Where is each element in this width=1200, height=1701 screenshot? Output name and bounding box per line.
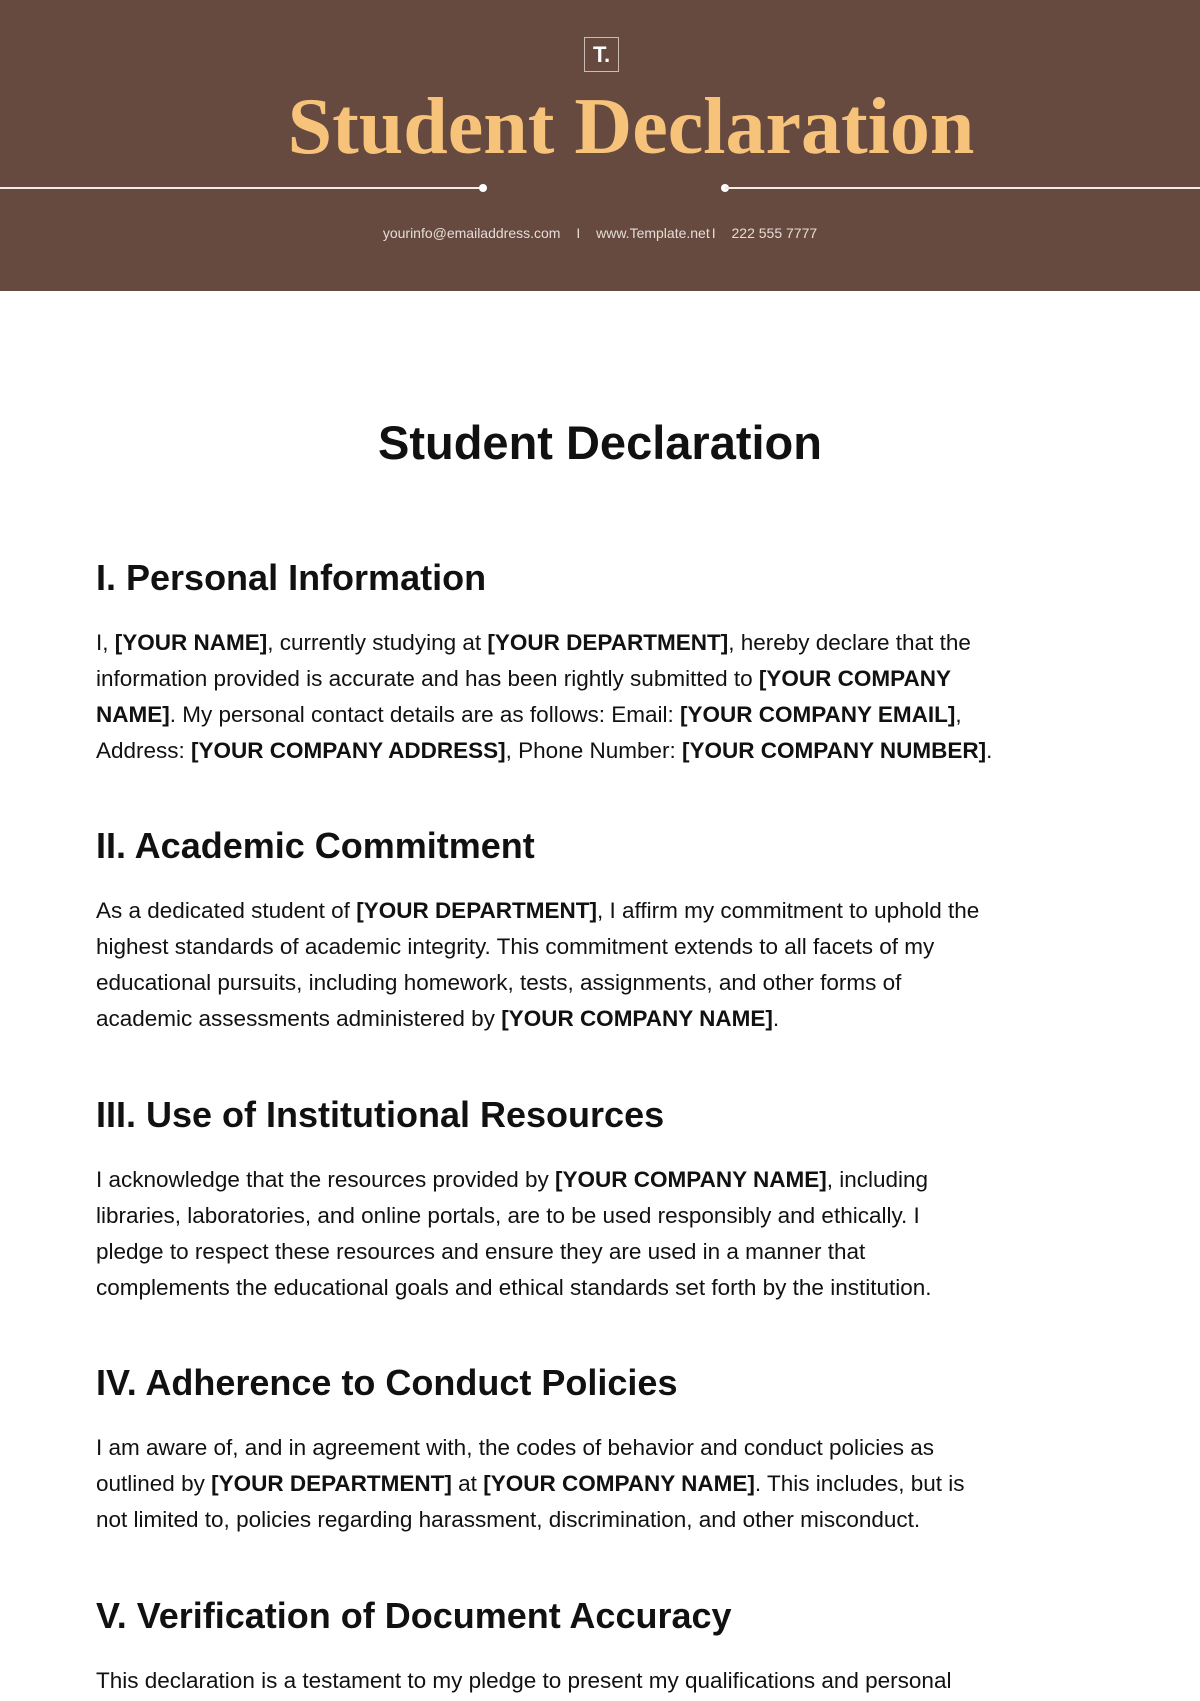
paragraph-text: . This includes, but is [754,1471,965,1496]
placeholder-field: [YOUR NAME] [114,630,268,655]
paragraph-text: I, [96,630,115,655]
paragraph-text: educational pursuits, including homework, tests, assignments, and other forms of [96,970,902,995]
contact-info [0,225,1200,241]
placeholder-field: [YOUR DEPARTMENT] [211,1471,452,1496]
paragraph-line [96,1663,1116,1699]
section-paragraph [96,1430,1116,1538]
placeholder-field: [YOUR COMPANY ADDRESS] [191,738,506,763]
paragraph-line [96,1198,1116,1234]
divider-dot-left [479,184,487,192]
paragraph-line [96,1466,1116,1502]
contact-separator: I [576,225,581,241]
paragraph-line [96,733,1116,769]
section-heading: IV. Adherence to Conduct Policies [96,1362,678,1403]
paragraph-text: , Phone Number: [505,738,682,763]
contact-website: www.Template.net [596,225,710,241]
paragraph-text: I acknowledge that the resources provided by [96,1167,556,1192]
paragraph-text: , [955,702,962,727]
document-title: Student Declaration [378,416,822,469]
section-paragraph [96,625,1116,769]
paragraph-text: at [451,1471,484,1496]
placeholder-field: [YOUR COMPANY NAME] [501,1006,773,1031]
contact-separator: I [711,225,716,241]
paragraph-text: This declaration is a testament to my pledge to present my qualifications and personal [96,1668,952,1693]
paragraph-line [96,625,1116,661]
section-personal-information [96,553,1116,769]
section-institutional-resources [96,1090,1116,1306]
section-paragraph [96,1162,1116,1306]
placeholder-field: [YOUR COMPANY NAME] [555,1167,827,1192]
section-paragraph [96,1663,1116,1699]
brand-title: Student Declaration [287,83,975,171]
paragraph-text: outlined by [96,1471,212,1496]
paragraph-line [96,1270,1116,1306]
placeholder-field: [YOUR COMPANY NAME] [483,1471,755,1496]
paragraph-text: academic assessments administered by [96,1006,502,1031]
paragraph-text: As a dedicated student of [96,898,357,923]
paragraph-text: , including [826,1167,929,1192]
divider-right [725,187,1200,189]
paragraph-line [96,1001,1116,1037]
section-conduct-policies [96,1358,1116,1538]
paragraph-line [96,1234,1116,1270]
divider-left [0,187,483,189]
paragraph-line [96,929,1116,965]
paragraph-text: , currently studying at [267,630,488,655]
placeholder-field: [YOUR COMPANY NUMBER] [682,738,987,763]
section-heading: I. Personal Information [96,557,487,598]
section-heading: III. Use of Institutional Resources [96,1094,665,1135]
placeholder-field: [YOUR COMPANY [758,666,951,691]
paragraph-line [96,1162,1116,1198]
contact-email: yourinfo@emailaddress.com [382,225,561,241]
section-academic-commitment [96,821,1116,1037]
paragraph-line [96,893,1116,929]
paragraph-text: complements the educational goals and ethical standards set forth by the institution. [96,1275,932,1300]
paragraph-text: , hereby declare that the [728,630,971,655]
paragraph-line [96,697,1116,733]
paragraph-text: , I affirm my commitment to uphold the [597,898,980,923]
section-paragraph [96,893,1116,1037]
paragraph-text: . My personal contact details are as follows: Email: [169,702,680,727]
paragraph-text: I am aware of, and in agreement with, the codes of behavior and conduct policies as [96,1435,934,1460]
paragraph-text: information provided is accurate and has been rightly submitted to [96,666,759,691]
paragraph-text: pledge to respect these resources and ensure they are used in a manner that [96,1239,866,1264]
placeholder-field: [YOUR DEPARTMENT] [487,630,729,655]
paragraph-line [96,661,1116,697]
paragraph-line [96,1502,1116,1538]
placeholder-field: [YOUR COMPANY EMAIL] [679,702,956,727]
placeholder-field: [YOUR DEPARTMENT] [356,898,598,923]
contact-phone: 222 555 7777 [731,225,818,241]
header-band [0,0,1200,291]
template-logo-icon: T. [584,37,619,72]
section-document-accuracy [96,1591,1116,1699]
section-heading: V. Verification of Document Accuracy [96,1595,732,1636]
paragraph-text: libraries, laboratories, and online portals, are to be used responsibly and ethically. I [96,1203,920,1228]
placeholder-field: NAME] [96,702,170,727]
paragraph-text: . [772,1006,780,1031]
paragraph-text: . [986,738,993,763]
paragraph-line [96,1430,1116,1466]
section-heading: II. Academic Commitment [96,825,535,866]
paragraph-text: highest standards of academic integrity. This commitment extends to all facets of my [96,934,935,959]
paragraph-line [96,965,1116,1001]
paragraph-text: not limited to, policies regarding harassment, discrimination, and other misconduct. [96,1507,921,1532]
paragraph-text: Address: [96,738,192,763]
